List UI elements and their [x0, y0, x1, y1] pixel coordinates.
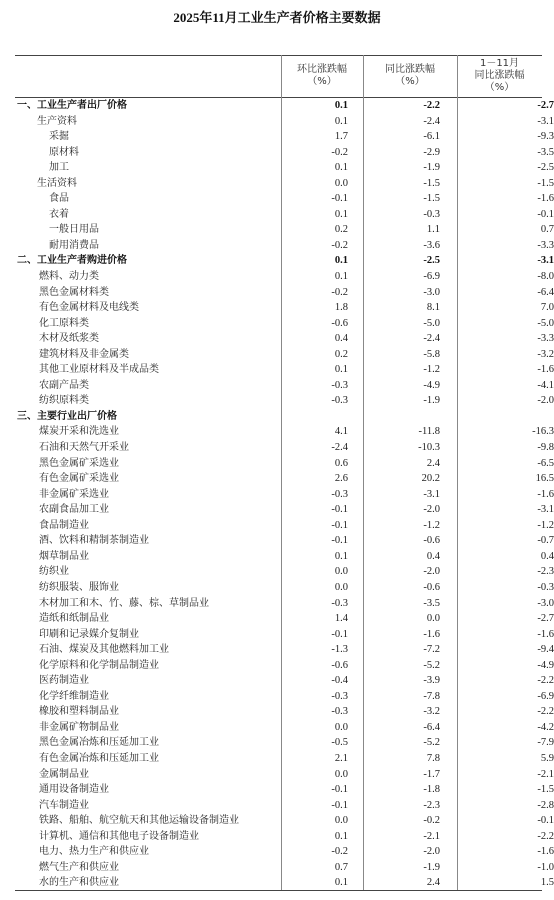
- yoy-value: -7.8: [423, 690, 440, 702]
- row-label: 燃气生产和供应业: [39, 861, 119, 873]
- table-row: [15, 533, 554, 549]
- mom-value: -0.1: [331, 784, 348, 796]
- mom-value: -0.6: [331, 659, 348, 671]
- mom-value: 0.1: [334, 271, 348, 283]
- row-label: 石油、煤炭及其他燃料加工业: [39, 644, 169, 656]
- table-row: [15, 331, 554, 347]
- table-row: [15, 782, 554, 798]
- yoy-value: -1.9: [423, 395, 440, 407]
- mom-value: 0.2: [334, 224, 348, 236]
- row-label: 金属制品业: [39, 768, 89, 780]
- yoy-value: -1.9: [423, 861, 440, 873]
- row-label: 水的生产和供应业: [39, 877, 119, 889]
- ytd-value: -6.9: [537, 690, 554, 702]
- yoy-value: -1.9: [423, 162, 440, 174]
- mom-value: 0.0: [334, 815, 348, 827]
- row-label: 三、主要行业出厂价格: [17, 410, 117, 422]
- yoy-value: -1.5: [423, 177, 440, 189]
- mom-value: 0.7: [334, 861, 348, 873]
- table-row: [15, 564, 554, 580]
- ytd-value: -1.6: [537, 628, 554, 640]
- yoy-value: -10.3: [418, 442, 440, 454]
- mom-value: 4.1: [334, 426, 348, 438]
- row-label: 通用设备制造业: [39, 784, 109, 796]
- yoy-value: 2.4: [426, 877, 440, 889]
- table-row: [15, 735, 554, 751]
- mom-value: -0.2: [331, 846, 348, 858]
- ytd-value: -0.1: [537, 208, 554, 220]
- mom-value: -0.2: [331, 146, 348, 158]
- yoy-value: -3.5: [423, 597, 440, 609]
- table-row: [15, 813, 554, 829]
- ytd-value: -4.1: [537, 379, 554, 391]
- yoy-value: -11.8: [418, 426, 440, 438]
- mom-value: 2.1: [334, 752, 348, 764]
- row-label: 建筑材料及非金属类: [39, 348, 129, 360]
- yoy-value: -5.2: [423, 737, 440, 749]
- table-row: [15, 393, 554, 409]
- row-label: 计算机、通信和其他电子设备制造业: [39, 830, 199, 842]
- ytd-value: -8.0: [537, 271, 554, 283]
- table-row: [15, 362, 554, 378]
- table-row: [15, 596, 554, 612]
- row-label: 一、工业生产者出厂价格: [17, 100, 127, 111]
- yoy-value: -0.6: [423, 581, 440, 593]
- mom-value: -0.3: [331, 395, 348, 407]
- row-label: 生产资料: [37, 115, 77, 127]
- yoy-value: -1.8: [423, 784, 440, 796]
- row-label: 黑色金属矿采选业: [39, 457, 119, 469]
- table-row: [15, 207, 554, 223]
- yoy-value: -2.5: [423, 255, 440, 267]
- row-label: 黑色金属材料类: [39, 286, 109, 298]
- yoy-value: 2.4: [426, 457, 440, 469]
- yoy-value: -2.9: [423, 146, 440, 158]
- mom-value: -0.1: [331, 535, 348, 547]
- ytd-value: -3.3: [537, 239, 554, 251]
- table-row: [15, 160, 554, 176]
- ytd-value: -9.8: [537, 442, 554, 454]
- ytd-value: -1.6: [537, 364, 554, 376]
- row-label: 有色金属冶炼和压延加工业: [39, 752, 159, 764]
- table-row: [15, 424, 554, 440]
- table-row: [15, 860, 554, 876]
- section-header-row: [15, 253, 554, 269]
- yoy-value: -4.9: [423, 379, 440, 391]
- mom-value: 0.1: [334, 208, 348, 220]
- row-label: 医药制造业: [39, 675, 89, 687]
- mom-value: -0.3: [331, 597, 348, 609]
- table-body: [15, 98, 554, 891]
- yoy-value: -3.1: [423, 488, 440, 500]
- row-label: 黑色金属冶炼和压延加工业: [39, 737, 159, 749]
- row-label: 食品: [49, 193, 69, 205]
- mom-value: 0.1: [334, 115, 348, 127]
- ytd-value: 16.5: [535, 473, 554, 485]
- ytd-value: -16.3: [532, 426, 554, 438]
- ytd-value: -1.6: [537, 488, 554, 500]
- row-label: 印刷和记录媒介复制业: [39, 628, 139, 640]
- row-label: 化学原料和化学制品制造业: [39, 659, 159, 671]
- mom-value: -0.3: [331, 379, 348, 391]
- table-row: [15, 456, 554, 472]
- mom-value: -0.1: [331, 193, 348, 205]
- yoy-value: -6.4: [423, 721, 440, 733]
- row-label: 纺织原料类: [39, 395, 89, 407]
- row-label: 木材及纸浆类: [39, 333, 99, 345]
- table-row: [15, 487, 554, 503]
- ytd-value: -9.3: [537, 131, 554, 143]
- mom-value: -0.1: [331, 628, 348, 640]
- ytd-value: -4.9: [537, 659, 554, 671]
- row-label: 燃料、动力类: [39, 271, 99, 283]
- ytd-value: -2.3: [537, 566, 554, 578]
- mom-value: 0.1: [334, 364, 348, 376]
- mom-value: 0.1: [334, 830, 348, 842]
- table-row: [15, 347, 554, 363]
- yoy-value: -1.2: [423, 364, 440, 376]
- row-label: 汽车制造业: [39, 799, 89, 811]
- mom-value: 0.0: [334, 566, 348, 578]
- page-title: 2025年11月工业生产者价格主要数据: [173, 10, 381, 25]
- yoy-value: -5.8: [423, 348, 440, 360]
- row-label: 木材加工和木、竹、藤、棕、草制品业: [39, 597, 209, 609]
- mom-value: -2.4: [331, 442, 348, 454]
- yoy-value: -7.2: [423, 644, 440, 656]
- yoy-value: -5.0: [423, 317, 440, 329]
- row-label: 造纸和纸制品业: [39, 613, 109, 625]
- table-row: [15, 222, 554, 238]
- ytd-value: -2.5: [537, 162, 554, 174]
- table-row: [15, 642, 554, 658]
- yoy-value: -1.2: [423, 519, 440, 531]
- mom-value: -0.3: [331, 706, 348, 718]
- yoy-value: -3.6: [423, 239, 440, 251]
- mom-value: 0.0: [334, 721, 348, 733]
- table-row: [15, 191, 554, 207]
- row-label: 生活资料: [37, 177, 77, 189]
- table-row: [15, 767, 554, 783]
- yoy-value: -3.9: [423, 675, 440, 687]
- yoy-value: 0.0: [426, 613, 440, 625]
- yoy-value: -2.4: [423, 115, 440, 127]
- mom-value: 1.4: [334, 613, 348, 625]
- mom-value: 0.1: [334, 877, 348, 889]
- row-label: 二、工业生产者购进价格: [17, 255, 127, 267]
- row-label: 耐用消费品: [49, 239, 99, 251]
- yoy-value: -2.4: [423, 333, 440, 345]
- mom-value: 0.0: [334, 177, 348, 189]
- mom-value: 0.4: [334, 333, 348, 345]
- ytd-value: -2.1: [537, 768, 554, 780]
- row-label: 橡胶和塑料制品业: [39, 706, 119, 718]
- row-label: 农副产品类: [39, 379, 89, 391]
- mom-value: -0.6: [331, 317, 348, 329]
- table-row: [15, 378, 554, 394]
- table-header: [15, 55, 542, 97]
- mom-value: 0.1: [334, 550, 348, 562]
- row-label: 有色金属矿采选业: [39, 473, 119, 485]
- ytd-value: -2.0: [537, 395, 554, 407]
- table-row: [15, 720, 554, 736]
- row-label: 衣着: [49, 208, 69, 220]
- table-row: [15, 704, 554, 720]
- row-label: 采掘: [49, 131, 69, 143]
- row-label: 其他工业原材料及半成品类: [39, 364, 159, 376]
- mom-value: 1.7: [334, 131, 348, 143]
- ytd-value: -3.1: [537, 255, 554, 267]
- row-label: 电力、热力生产和供应业: [39, 846, 149, 858]
- yoy-value: -2.0: [423, 846, 440, 858]
- yoy-value: -5.2: [423, 659, 440, 671]
- table-row: [15, 689, 554, 705]
- ytd-value: -2.2: [537, 706, 554, 718]
- yoy-value: -3.2: [423, 706, 440, 718]
- yoy-value: -1.6: [423, 628, 440, 640]
- row-label: 农副食品加工业: [39, 504, 109, 516]
- yoy-value: -0.6: [423, 535, 440, 547]
- table-row: [15, 673, 554, 689]
- ytd-value: -0.3: [537, 581, 554, 593]
- row-label: 化学纤维制造业: [39, 690, 109, 702]
- table-row: [15, 238, 554, 254]
- yoy-value: -0.3: [423, 208, 440, 220]
- table-row: [15, 844, 554, 860]
- table-row: [15, 316, 554, 332]
- mom-value: 0.1: [334, 255, 348, 267]
- mom-value: -0.3: [331, 690, 348, 702]
- table-row: [15, 518, 554, 534]
- yoy-value: -2.0: [423, 566, 440, 578]
- row-label: 加工: [49, 162, 69, 174]
- mom-value: -1.3: [331, 644, 348, 656]
- row-label: 烟草制品业: [39, 550, 89, 562]
- mom-value: 0.0: [334, 581, 348, 593]
- table-row: [15, 580, 554, 596]
- ytd-value: -2.7: [537, 100, 554, 111]
- yoy-value: 1.1: [426, 224, 440, 236]
- table-row: [15, 440, 554, 456]
- mom-value: 0.2: [334, 348, 348, 360]
- ytd-value: -1.0: [537, 861, 554, 873]
- mom-value: -0.1: [331, 504, 348, 516]
- ytd-value: -3.0: [537, 597, 554, 609]
- mom-value: 2.6: [334, 473, 348, 485]
- ytd-value: -2.2: [537, 675, 554, 687]
- yoy-value: 0.4: [426, 550, 440, 562]
- row-label: 纺织业: [39, 566, 69, 578]
- table-row: [15, 285, 554, 301]
- yoy-value: -1.5: [423, 193, 440, 205]
- row-label: 非金属矿物制品业: [39, 721, 119, 733]
- row-label: 煤炭开采和洗选业: [39, 426, 119, 438]
- row-label: 食品制造业: [39, 519, 89, 531]
- mom-value: -0.1: [331, 519, 348, 531]
- ytd-value: -0.1: [537, 815, 554, 827]
- yoy-value: -2.2: [423, 100, 440, 111]
- table-row: [15, 875, 554, 891]
- ytd-value: -2.2: [537, 830, 554, 842]
- ytd-value: -3.1: [537, 504, 554, 516]
- ytd-value: 5.9: [540, 752, 554, 764]
- ytd-value: -5.0: [537, 317, 554, 329]
- table-row: [15, 611, 554, 627]
- yoy-value: -6.9: [423, 271, 440, 283]
- table-row: [15, 145, 554, 161]
- ytd-value: -1.2: [537, 519, 554, 531]
- ytd-value: -2.7: [537, 613, 554, 625]
- table-row: [15, 549, 554, 565]
- ytd-value: 1.5: [540, 877, 554, 889]
- table-row: [15, 114, 554, 130]
- header-ytd: 1－11月 同比涨跌幅 （%）: [474, 58, 525, 93]
- row-label: 酒、饮料和精制茶制造业: [39, 535, 149, 547]
- ytd-value: -1.5: [537, 784, 554, 796]
- table-row: [15, 658, 554, 674]
- ytd-value: -1.6: [537, 193, 554, 205]
- ytd-value: 7.0: [540, 302, 554, 314]
- yoy-value: -6.1: [423, 131, 440, 143]
- row-label: 铁路、船舶、航空航天和其他运输设备制造业: [39, 815, 239, 827]
- mom-value: 0.1: [334, 100, 348, 111]
- mom-value: -0.2: [331, 286, 348, 298]
- ytd-value: -6.5: [537, 457, 554, 469]
- yoy-value: -3.0: [423, 286, 440, 298]
- header-yoy: 同比涨跌幅 （%）: [385, 64, 435, 87]
- mom-value: 0.1: [334, 162, 348, 174]
- mom-value: 1.8: [334, 302, 348, 314]
- section-header-row: [15, 98, 554, 114]
- table-row: [15, 627, 554, 643]
- ytd-value: -3.3: [537, 333, 554, 345]
- table-row: [15, 176, 554, 192]
- yoy-value: 8.1: [426, 302, 440, 314]
- mom-value: -0.3: [331, 488, 348, 500]
- row-label: 石油和天然气开采业: [39, 442, 129, 454]
- ytd-value: -9.4: [537, 644, 554, 656]
- ytd-value: -2.8: [537, 799, 554, 811]
- ytd-value: -3.2: [537, 348, 554, 360]
- table-row: [15, 502, 554, 518]
- mom-value: -0.4: [331, 675, 348, 687]
- yoy-value: 20.2: [421, 473, 440, 485]
- yoy-value: -2.3: [423, 799, 440, 811]
- ytd-value: -1.5: [537, 177, 554, 189]
- table-row: [15, 829, 554, 845]
- yoy-value: -2.1: [423, 830, 440, 842]
- ytd-value: -6.4: [537, 286, 554, 298]
- table-row: [15, 798, 554, 814]
- header-mom: 环比涨跌幅 （%）: [297, 64, 347, 87]
- yoy-value: -1.7: [423, 768, 440, 780]
- mom-value: 0.6: [334, 457, 348, 469]
- mom-value: 0.0: [334, 768, 348, 780]
- ytd-value: -4.2: [537, 721, 554, 733]
- row-label: 一般日用品: [49, 224, 99, 236]
- row-label: 化工原料类: [39, 317, 89, 329]
- yoy-value: 7.8: [426, 752, 440, 764]
- mom-value: -0.1: [331, 799, 348, 811]
- mom-value: -0.2: [331, 239, 348, 251]
- ytd-value: 0.4: [540, 550, 554, 562]
- ytd-value: 0.7: [540, 224, 554, 236]
- ytd-value: -1.6: [537, 846, 554, 858]
- table-row: [15, 751, 554, 767]
- section-header-row: [15, 409, 542, 425]
- yoy-value: -2.0: [423, 504, 440, 516]
- table-row: [15, 471, 554, 487]
- row-label: 非金属矿采选业: [39, 488, 109, 500]
- ytd-value: -3.1: [537, 115, 554, 127]
- mom-value: -0.5: [331, 737, 348, 749]
- table-row: [15, 129, 554, 145]
- row-label: 原材料: [49, 146, 79, 158]
- yoy-value: -0.2: [423, 815, 440, 827]
- table-row: [15, 269, 554, 285]
- table-row: [15, 300, 554, 316]
- row-label: 纺织服装、服饰业: [39, 581, 119, 593]
- ytd-value: -0.7: [537, 535, 554, 547]
- ytd-value: -3.5: [537, 146, 554, 158]
- row-label: 有色金属材料及电线类: [39, 302, 139, 314]
- ytd-value: -7.9: [537, 737, 554, 749]
